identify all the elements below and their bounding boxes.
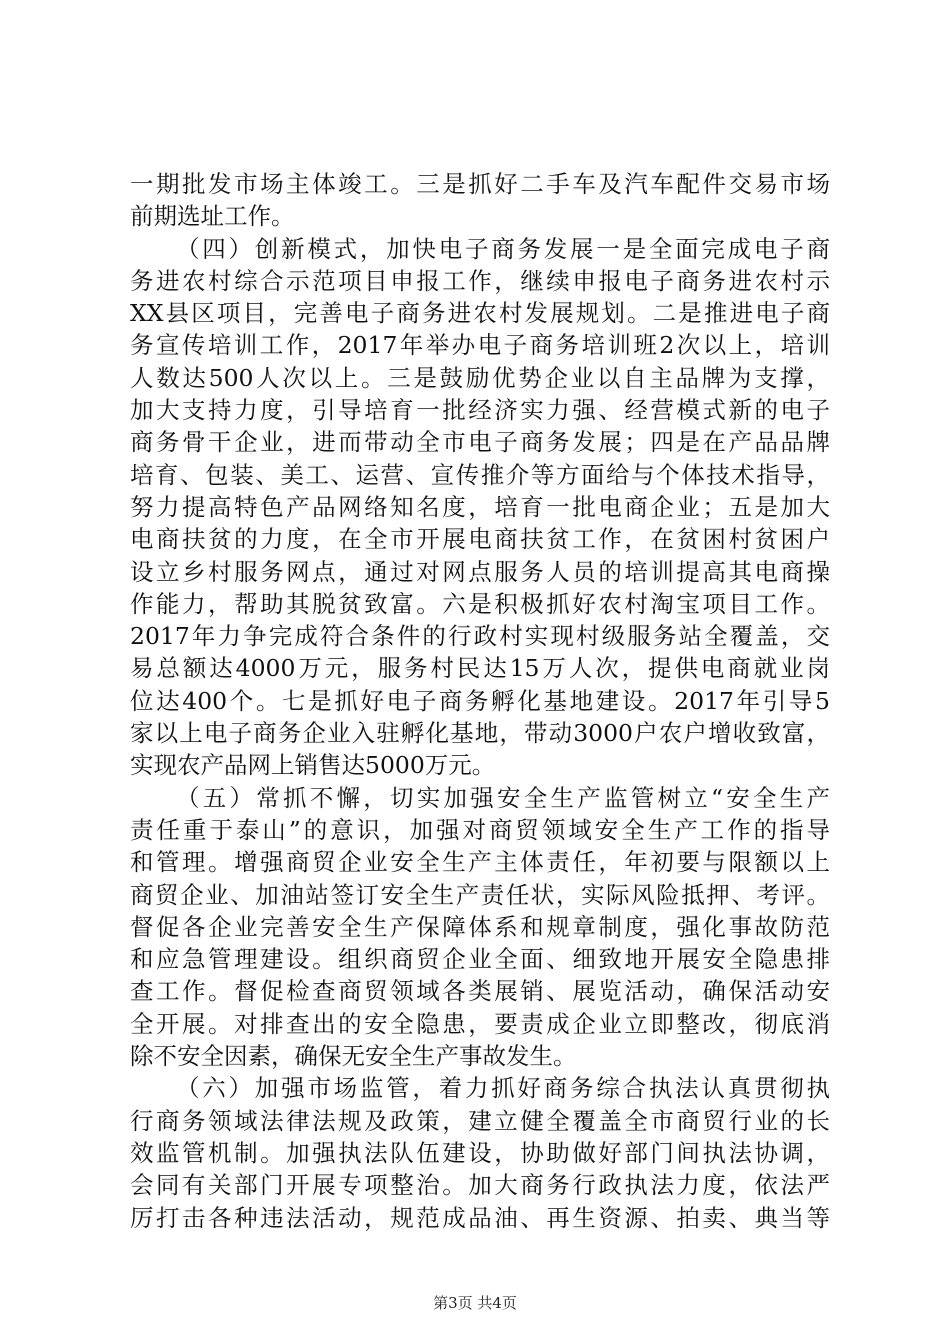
text-line: 商务骨干企业，进而带动全市电子商务发展；四是在产品品牌 xyxy=(130,428,830,457)
text-line: 实现农产品网上销售达5000万元。 xyxy=(130,751,496,780)
page-number-label: 第3页 共4页 xyxy=(433,1294,517,1312)
text-line: 加大支持力度，引导培育一批经济实力强、经营模式新的电子 xyxy=(130,396,830,425)
text-line: 行商务领域法律法规及政策，建立健全覆盖全市商贸行业的长 xyxy=(130,1106,830,1135)
text-line: 前期选址工作。 xyxy=(130,202,295,231)
text-line: 务进农村综合示范项目申报工作，继续申报电子商务进农村示 xyxy=(130,266,830,295)
text-line: 查工作。督促检查商贸领域各类展销、展览活动，确保活动安 xyxy=(130,977,830,1006)
page-footer xyxy=(0,1292,950,1313)
text-line: 督促各企业完善安全生产保障体系和规章制度，强化事故防范 xyxy=(130,912,830,941)
text-line: 效监管机制。加强执法队伍建设，协助做好部门间执法协调， xyxy=(130,1138,830,1167)
text-line: 努力提高特色产品网络知名度，培育一批电商企业；五是加大 xyxy=(130,492,830,521)
text-line: 和管理。增强商贸企业安全生产主体责任，年初要与限额以上 xyxy=(130,848,830,877)
text-line: 易总额达4000万元，服务村民达15万人次，提供电商就业岗 xyxy=(130,654,830,683)
text-line: XX县区项目，完善电子商务进农村发展规划。二是推进电子商 xyxy=(130,299,830,328)
text-line: 一期批发市场主体竣工。三是抓好二手车及汽车配件交易市场 xyxy=(130,170,830,198)
document-body xyxy=(130,168,830,1234)
text-line: 培育、包装、美工、运营、宣传推介等方面给与个体技术指导， xyxy=(130,460,830,489)
text-line: 家以上电子商务企业入驻孵化基地，带动3000户农户增收致富， xyxy=(130,719,830,748)
text-line: （四）创新模式，加快电子商务发展一是全面完成电子商 xyxy=(176,234,830,263)
text-line: 作能力，帮助其脱贫致富。六是积极抓好农村淘宝项目工作。 xyxy=(130,589,830,618)
text-line: 除不安全因素，确保无安全生产事故发生。 xyxy=(130,1042,577,1071)
text-line: 人数达500人次以上。三是鼓励优势企业以自主品牌为支撑， xyxy=(130,363,830,392)
text-line: 设立乡村服务网点，通过对网点服务人员的培训提高其电商操 xyxy=(130,557,830,586)
text-line: 2017年力争完成符合条件的行政村实现村级服务站全覆盖，交 xyxy=(130,622,830,651)
text-line: （六）加强市场监管，着力抓好商务综合执法认真贯彻执 xyxy=(176,1074,830,1103)
text-line: 位达400个。七是抓好电子商务孵化基地建设。2017年引导5 xyxy=(130,686,830,715)
text-line: 全开展。对排查出的安全隐患，要责成企业立即整改，彻底消 xyxy=(130,1009,830,1038)
text-line: 会同有关部门开展专项整治。加大商务行政执法力度，依法严 xyxy=(130,1171,830,1200)
text-line: （五）常抓不懈，切实加强安全生产监管树立“安全生产 xyxy=(176,783,830,812)
text-line: 厉打击各种违法活动，规范成品油、再生资源、拍卖、典当等 xyxy=(130,1203,830,1232)
text-line: 电商扶贫的力度，在全市开展电商扶贫工作，在贫困村贫困户 xyxy=(130,525,830,554)
text-line: 和应急管理建设。组织商贸企业全面、细致地开展安全隐患排 xyxy=(130,945,830,974)
text-line: 责任重于泰山”的意识，加强对商贸领域安全生产工作的指导 xyxy=(130,815,830,844)
text-line: 商贸企业、加油站签订安全生产责任状，实际风险抵押、考评。 xyxy=(130,880,830,909)
text-line: 务宣传培训工作，2017年举办电子商务培训班2次以上，培训 xyxy=(130,331,830,360)
